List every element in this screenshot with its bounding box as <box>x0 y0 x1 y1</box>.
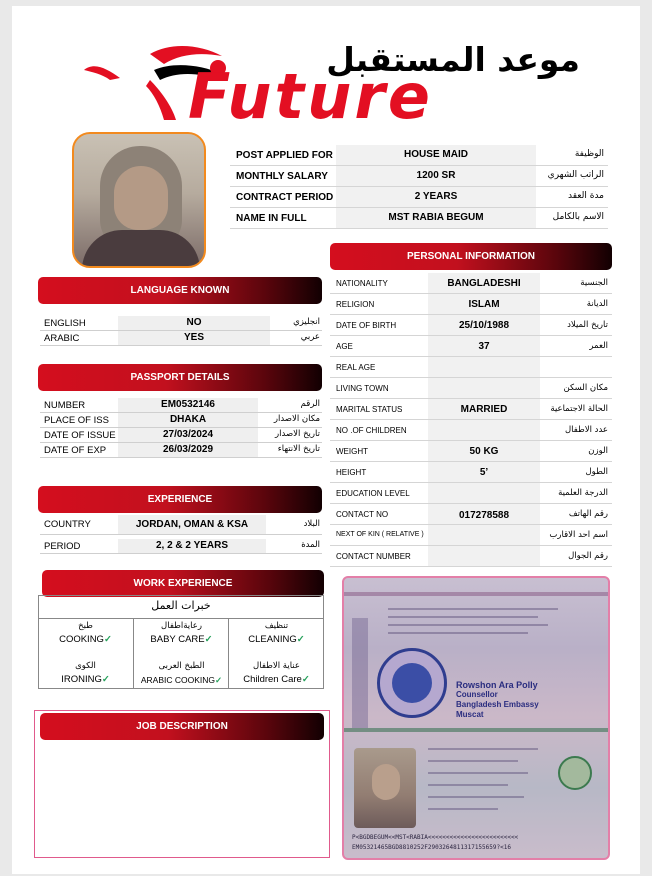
skill-baby-care-label: BABY CARE <box>150 634 205 645</box>
date-of-expiry-label: DATE OF EXP <box>44 445 107 456</box>
real-age-label: REAL AGE <box>336 363 376 372</box>
check-icon: ✓ <box>101 674 110 685</box>
age-value: 37 <box>478 341 490 352</box>
education-row <box>330 483 612 504</box>
check-icon: ✓ <box>301 674 310 685</box>
skill-ironing <box>38 674 133 685</box>
nationality-label-ar: الجنسية <box>580 278 608 288</box>
post-applied-label-ar: الوظيفة <box>574 149 604 159</box>
skill-arabic-cooking-label: ARABIC COOKING <box>140 675 216 685</box>
post-applied-value: HOUSE MAID <box>336 145 536 165</box>
experience-period-row <box>40 539 322 554</box>
full-name-label: NAME IN FULL <box>236 213 307 224</box>
passport-number-label-ar: الرقم <box>300 399 320 409</box>
language-arabic-label-ar: عربي <box>300 332 320 342</box>
monthly-salary-row <box>230 166 608 187</box>
religion-label-ar: الديانة <box>586 299 608 309</box>
mrz-line-1: P<BGDBEGUM<<MST<RABIA<<<<<<<<<<<<<<<<<<<<<<<<< <box>352 834 519 841</box>
stamp-line-4: Muscat <box>456 710 484 719</box>
date-of-expiry-label-ar: تاريخ الانتهاء <box>277 444 320 454</box>
language-arabic-value: YES <box>118 331 270 345</box>
living-town-label: LIVING TOWN <box>336 384 389 393</box>
job-description-header: JOB DESCRIPTION <box>40 713 324 740</box>
contract-period-value: 2 YEARS <box>336 187 536 207</box>
post-applied-row <box>230 145 608 166</box>
contact-no-label: CONTACT NO <box>336 510 389 519</box>
religion-value: ISLAM <box>468 299 500 310</box>
passport-number-value: EM0532146 <box>118 398 258 412</box>
skill-ironing-label: IRONING <box>61 674 102 685</box>
contract-period-label-ar: مدة العقد <box>568 191 604 201</box>
age-label: AGE <box>336 342 353 351</box>
candidate-photo <box>72 132 206 268</box>
religion-label: RELIGION <box>336 300 375 309</box>
real-age-row <box>330 357 612 378</box>
stamp-line-1: Rowshon Ara Polly <box>456 680 538 690</box>
post-applied-label: POST APPLIED FOR <box>236 150 333 161</box>
language-english-label: ENGLISH <box>44 318 86 329</box>
skill-children-care-label: Children Care <box>243 674 302 685</box>
skill-baby-care-ar: رعايةاطفال <box>161 621 202 631</box>
place-of-issue-label-ar: مكان الاصدار <box>273 414 320 424</box>
weight-label: WEIGHT <box>336 447 368 456</box>
mrz-line-2: EM05321465BGD8810252F2903264811317155659?<16 <box>352 844 511 851</box>
personal-info-header: PERSONAL INFORMATION <box>330 243 612 270</box>
contact-no-label-ar: رقم الهاتف <box>568 509 608 519</box>
date-of-issue-label: DATE OF ISSUE <box>44 430 116 441</box>
contract-period-label: CONTRACT PERIOD <box>236 192 334 203</box>
contact-number-label-ar: رقم الجوال <box>568 551 608 561</box>
check-icon: ✓ <box>103 634 112 645</box>
next-of-kin-label: NEXT OF KIN ( RELATIVE ) <box>336 531 424 538</box>
full-name-row <box>230 208 608 229</box>
check-icon: ✓ <box>296 634 305 645</box>
education-label-ar: الدرجة العلمية <box>558 488 608 498</box>
language-english-value: NO <box>118 316 270 330</box>
height-label: HEIGHT <box>336 468 367 477</box>
experience-period-label-ar: المدة <box>301 540 320 550</box>
skill-baby-care <box>134 634 229 645</box>
skill-cooking <box>38 634 133 645</box>
marital-status-label: MARITAL STATUS <box>336 405 403 414</box>
skill-arabic-cooking <box>134 675 229 686</box>
passport-vertical-stamp <box>352 618 368 728</box>
marital-status-label-ar: الحالة الاجتماعية <box>550 404 608 414</box>
skill-cleaning-ar: تنظيف <box>264 621 289 631</box>
full-name-label-ar: الاسم بالكامل <box>552 212 604 222</box>
language-english-label-ar: انجليزي <box>293 317 320 327</box>
passport-photo <box>354 748 416 828</box>
bangladesh-emblem-icon <box>558 756 592 790</box>
passport-number-row <box>40 398 322 413</box>
age-label-ar: العمر <box>589 341 608 351</box>
skill-children-care-ar: عناية الاطفال <box>253 661 300 671</box>
nationality-label: NATIONALITY <box>336 279 388 288</box>
place-of-issue-row <box>40 413 322 428</box>
skill-children-care <box>229 674 324 685</box>
next-of-kin-label-ar: اسم احد الاقارب <box>549 530 608 540</box>
skill-cooking-label: COOKING <box>59 634 104 645</box>
skill-cleaning <box>229 634 324 645</box>
language-row-english <box>40 316 322 331</box>
work-experience-title-ar: خبرات العمل <box>151 599 211 612</box>
nationality-value: BANGLADESHI <box>447 278 521 289</box>
monthly-salary-value: 1200 SR <box>336 166 536 186</box>
embassy-stamp <box>456 680 539 720</box>
children-label-ar: عدد الاطفال <box>564 425 608 435</box>
experience-period-label: PERIOD <box>44 541 81 552</box>
monthly-salary-label-ar: الراتب الشهري <box>547 170 604 180</box>
skill-arabic-cooking-ar: الطبخ العربى <box>158 661 205 671</box>
children-label: NO .OF CHILDREN <box>336 426 407 435</box>
dob-label-ar: تاريخ الميلاد <box>567 320 608 330</box>
height-label-ar: الطول <box>585 467 608 477</box>
weight-label-ar: الوزن <box>588 446 608 456</box>
stamp-line-3: Bangladesh Embassy <box>456 700 539 709</box>
dob-label: DATE OF BIRTH <box>336 321 397 330</box>
experience-country-value: JORDAN, OMAN & KSA <box>118 515 266 534</box>
skill-cooking-ar: طبخ <box>78 621 93 631</box>
work-experience-header: WORK EXPERIENCE <box>42 570 324 597</box>
experience-period-value: 2, 2 & 2 YEARS <box>118 539 266 553</box>
experience-header: EXPERIENCE <box>38 486 322 513</box>
children-row <box>330 420 612 441</box>
work-experience-divider <box>38 618 324 619</box>
embassy-seal-icon <box>377 648 447 718</box>
place-of-issue-value: DHAKA <box>118 413 258 427</box>
place-of-issue-label: PLACE OF ISS <box>44 415 109 426</box>
language-header: LANGUAGE KNOWN <box>38 277 322 304</box>
passport-details-header: PASSPORT DETAILS <box>38 364 322 391</box>
logo-arabic-text: موعد المستقبل <box>326 40 580 79</box>
experience-country-row <box>40 515 322 535</box>
full-name-value: MST RABIA BEGUM <box>336 208 536 228</box>
education-label: EDUCATION LEVEL <box>336 489 410 498</box>
marital-status-value: MARRIED <box>460 404 508 415</box>
check-icon: ✓ <box>204 634 213 645</box>
contact-no-value: 017278588 <box>458 510 510 521</box>
dob-value: 25/10/1988 <box>458 320 510 331</box>
language-row-arabic <box>40 331 322 346</box>
date-of-issue-label-ar: تاريخ الاصدار <box>275 429 320 439</box>
passport-number-label: NUMBER <box>44 400 86 411</box>
stamp-line-2: Counsellor <box>456 690 498 699</box>
height-value: 5’ <box>479 467 489 478</box>
language-arabic-label: ARABIC <box>44 333 80 344</box>
contact-number-label: CONTACT NUMBER <box>336 552 411 561</box>
experience-country-label: COUNTRY <box>44 519 91 530</box>
living-town-row <box>330 378 612 399</box>
check-icon: ✓ <box>215 675 223 685</box>
monthly-salary-label: MONTHLY SALARY <box>236 171 328 182</box>
weight-value: 50 KG <box>469 446 499 457</box>
logo-future-text: Future <box>188 60 433 133</box>
date-of-expiry-row <box>40 443 322 458</box>
contact-number-row <box>330 546 612 567</box>
skill-cleaning-label: CLEANING <box>248 634 297 645</box>
date-of-issue-row <box>40 428 322 443</box>
experience-country-label-ar: البلاد <box>303 519 320 529</box>
passport-scan-image <box>342 576 610 860</box>
date-of-issue-value: 27/03/2024 <box>118 428 258 442</box>
next-of-kin-row <box>330 525 612 546</box>
living-town-label-ar: مكان السكن <box>563 383 608 393</box>
skill-ironing-ar: الكوى <box>75 661 96 671</box>
date-of-expiry-value: 26/03/2029 <box>118 443 258 457</box>
contract-period-row <box>230 187 608 208</box>
